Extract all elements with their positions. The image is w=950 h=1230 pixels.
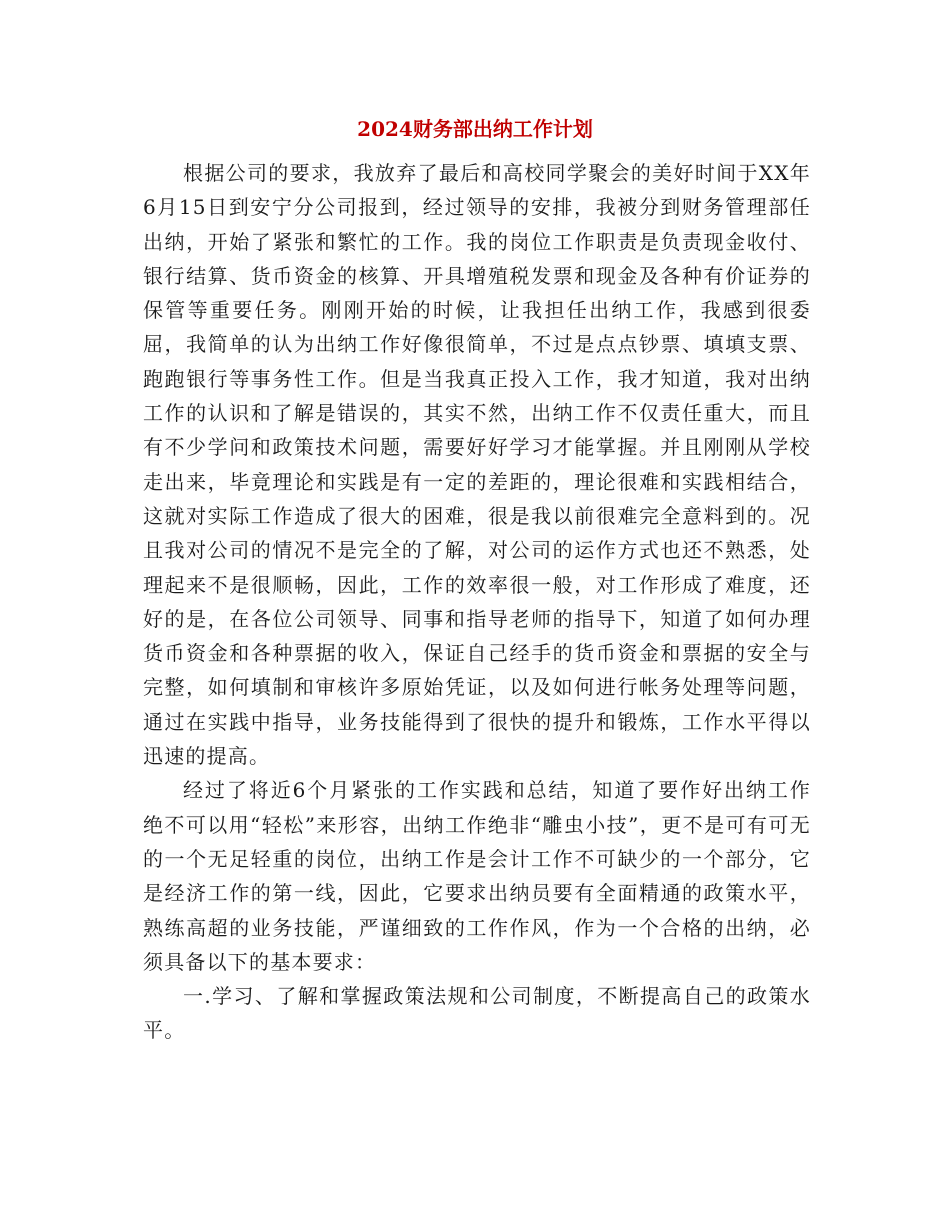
paragraph-1: 根据公司的要求，我放弃了最后和高校同学聚会的美好时间于XX年6月15日到安宁分公司报到，经过领导的安排，我被分到财务管理部任出纳，开始了紧张和繁忙的工作。我的岗位工作职责是负责现金收付、银行结算、货币资金的核算、开具增殖税发票和现金及各种有价证券的保管等重要任务。刚刚开始的时候，让我担任出纳工作，我感到很委屈，我简单的认为出纳工作好像很简单，不过是点点钞票、填填支票、跑跑银行等事务性工作。但是当我真正投入工作，我才知道，我对出纳工作的认识和了解是错误的，其实不然，出纳工作不仅责任重大，而且有不少学问和政策技术问题，需要好好学习才能掌握。并且刚刚从学校走出来，毕竟理论和实践是有一定的差距的，理论很难和实践相结合，这就对实际工作造成了很大的困难，很是我以前很难完全意料到的。况且我对公司的情况不是完全的了解，对公司的运作方式也还不熟悉，处理起来不是很顺畅，因此，工作的效率很一般，对工作形成了难度，还好的是，在各位公司领导、同事和指导老师的指导下，知道了如何办理货币资金和各种票据的收入，保证自己经手的货币资金和票据的安全与完整，如何填制和审核许多原始凭证，以及如何进行帐务处理等问题，通过在实践中指导，业务技能得到了很快的提升和锻炼，工作水平得以迅速的提高。: [143, 161, 811, 769]
paragraph-2: 经过了将近6个月紧张的工作实践和总结，知道了要作好出纳工作绝不可以用“轻松”来形容，出纳工作绝非“雕虫小技”，更不是可有可无的一个无足轻重的岗位，出纳工作是会计工作不可缺少的一个部分，它是经济工作的第一线，因此，它要求出纳员要有全面精通的政策水平，熟练高超的业务技能，严谨细致的工作作风，作为一个合格的出纳，必须具备以下的基本要求：: [143, 778, 811, 974]
document-body: [143, 156, 811, 1048]
document-title: 2024财务部出纳工作计划: [357, 117, 593, 141]
paragraph-3: 一.学习、了解和掌握政策法规和公司制度，不断提高自己的政策水平。: [143, 984, 811, 1043]
